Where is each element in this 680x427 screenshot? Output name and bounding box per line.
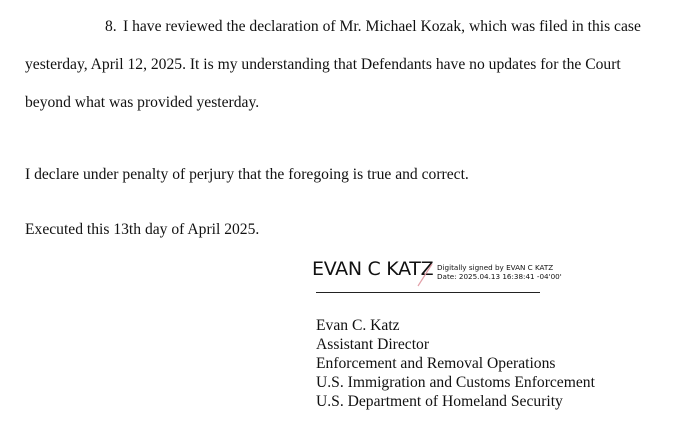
signature-name-graphic: EVAN C KATZ [312,258,434,280]
paragraph-line-2: yesterday, April 12, 2025. It is my understanding that Defendants have no updates for the Court [25,56,621,73]
signature-line [316,292,540,293]
signatory-block [316,316,595,411]
paragraph-8 [25,18,665,118]
declaration-statement: I declare under penalty of perjury that the foregoing is true and correct. [25,166,469,183]
paragraph-number: 8. [105,18,117,35]
digital-signature-signed-by: Digitally signed by EVAN C KATZ [437,263,554,272]
signatory-department: U.S. Department of Homeland Security [316,393,563,410]
paragraph-line-3: beyond what was provided yesterday. [25,94,260,111]
signatory-title: Assistant Director [316,336,430,353]
signatory-name: Evan C. Katz [316,317,400,334]
execution-date-statement: Executed this 13th day of April 2025. [25,221,260,238]
digital-signature-date: Date: 2025.04.13 16:38:41 -04'00' [437,272,562,281]
digital-signature-details [437,263,562,281]
paragraph-line-1: I have reviewed the declaration of Mr. Michael Kozak, which was filed in this case [123,18,641,35]
signatory-office: Enforcement and Removal Operations [316,355,556,372]
signatory-agency: U.S. Immigration and Customs Enforcement [316,374,595,391]
